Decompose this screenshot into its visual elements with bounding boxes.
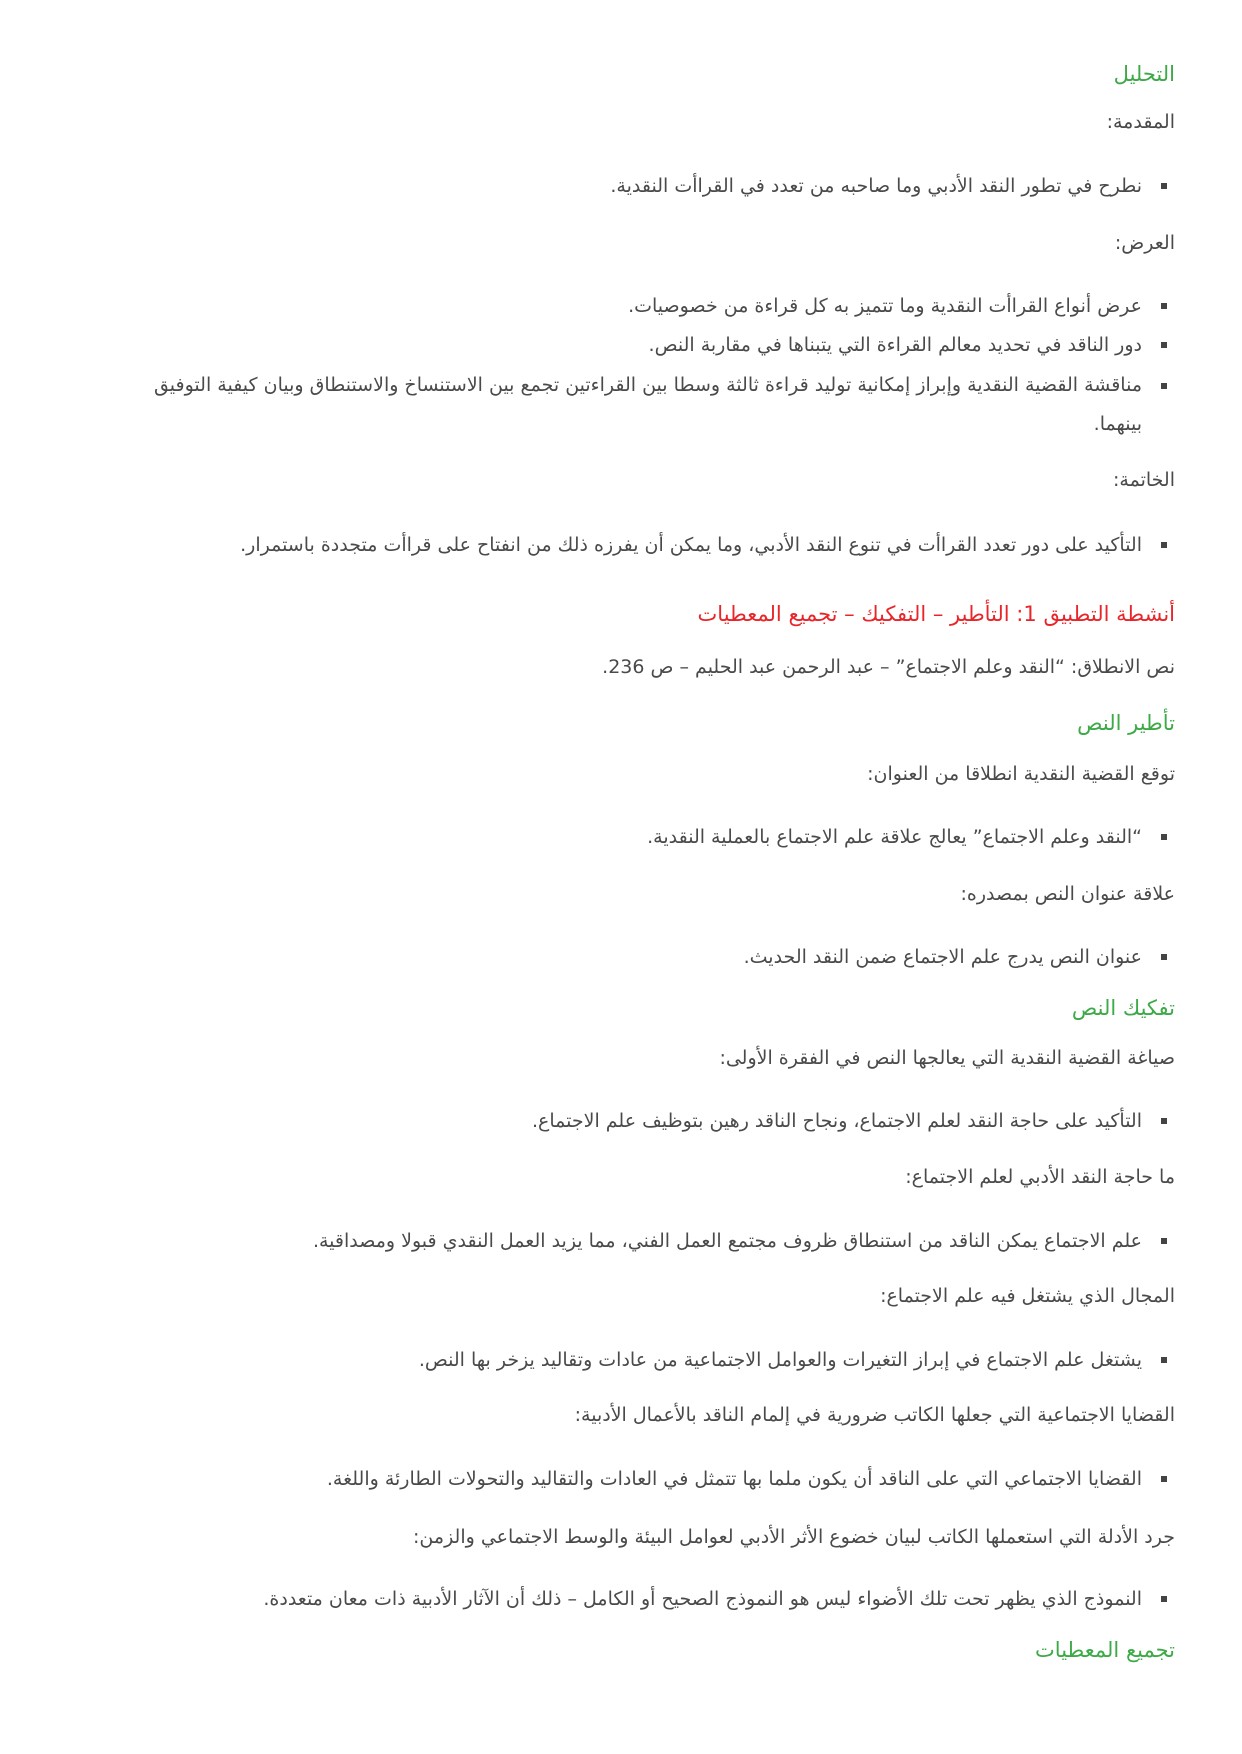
bullet-square-icon xyxy=(1161,1596,1167,1602)
body-item xyxy=(126,286,1175,326)
answer-item xyxy=(126,1221,1175,1261)
intro-item xyxy=(126,166,1175,206)
question-text: القضايا الاجتماعية التي جعلها الكاتب ضرورية في إلمام الناقد بالأعمال الأدبية: xyxy=(574,1404,1175,1426)
source-text: نص الانطلاق: “النقد وعلم الاجتماع” – عبد الرحمن عبد الحليم – ص 236. xyxy=(602,656,1175,678)
analysis-heading: التحليل xyxy=(1113,62,1175,86)
answer-item xyxy=(126,1579,1175,1619)
conclusion-item xyxy=(126,525,1175,565)
bullet-square-icon xyxy=(1161,183,1167,189)
answer-text: القضايا الاجتماعي التي على الناقد أن يكون ملما بها تتمثل في العادات والتقاليد والتحولات الطارئة واللغة. xyxy=(326,1468,1142,1490)
list-item-text: نطرح في تطور النقد الأدبي وما صاحبه من تعدد في القراأت النقدية. xyxy=(610,175,1142,197)
question-text: علاقة عنوان النص بمصدره: xyxy=(960,883,1175,905)
bullet-square-icon xyxy=(1161,834,1167,840)
question-text: صياغة القضية النقدية التي يعالجها النص في الفقرة الأولى: xyxy=(719,1047,1175,1069)
deconstruction-heading: تفكيك النص xyxy=(1071,996,1175,1020)
bullet-square-icon xyxy=(1161,954,1167,960)
list-item-text: التأكيد على دور تعدد القراأت في تنوع النقد الأدبي، وما يمكن أن يفرزه ذلك من انفتاح على قراأت متجددة باستمرار. xyxy=(240,534,1142,556)
answer-item xyxy=(126,937,1175,977)
bullet-square-icon xyxy=(1161,1118,1167,1124)
answer-text: “النقد وعلم الاجتماع” يعالج علاقة علم الاجتماع بالعملية النقدية. xyxy=(647,826,1142,848)
answer-item xyxy=(126,1459,1175,1499)
list-item-text: مناقشة القضية النقدية وإبراز إمكانية توليد قراءة ثالثة وسطا بين القراءتين تجمع بين الاستنساخ والاستنطاق وبيان كيفية التوفيق بينهما. xyxy=(153,374,1142,435)
framing-heading: تأطير النص xyxy=(1077,711,1175,735)
answer-text: التأكيد على حاجة النقد لعلم الاجتماع، ونجاح الناقد رهين بتوظيف علم الاجتماع. xyxy=(531,1110,1142,1132)
answer-item xyxy=(126,1101,1175,1141)
answer-text: علم الاجتماع يمكن الناقد من استنطاق ظروف مجتمع العمل الفني، مما يزيد العمل النقدي قبولا ومصداقية. xyxy=(312,1230,1142,1252)
body-item xyxy=(126,366,1175,444)
intro-label: المقدمة: xyxy=(1106,111,1175,133)
bullet-square-icon xyxy=(1161,342,1167,348)
synthesis-heading: تجميع المعطيات xyxy=(1035,1638,1175,1662)
body-item xyxy=(126,325,1175,365)
bullet-square-icon xyxy=(1161,1238,1167,1244)
body-label: العرض: xyxy=(1114,232,1175,254)
answer-text: النموذج الذي يظهر تحت تلك الأضواء ليس هو النموذج الصحيح أو الكامل – ذلك أن الآثار الأدبية ذات معان متعددة. xyxy=(263,1588,1142,1610)
conclusion-label: الخاتمة: xyxy=(1113,469,1175,491)
list-item-text: دور الناقد في تحديد معالم القراءة التي يتبناها في مقاربة النص. xyxy=(648,334,1142,356)
list-item-text: عرض أنواع القراأت النقدية وما تتميز به كل قراءة من خصوصيات. xyxy=(628,295,1142,317)
activity-heading: أنشطة التطبيق 1: التأطير – التفكيك – تجميع المعطيات xyxy=(697,602,1175,626)
question-text: ما حاجة النقد الأدبي لعلم الاجتماع: xyxy=(905,1166,1175,1188)
answer-item xyxy=(126,817,1175,857)
answer-item xyxy=(126,1340,1175,1380)
question-text: جرد الأدلة التي استعملها الكاتب لبيان خضوع الأثر الأدبي لعوامل البيئة والوسط الاجتماعي والزمن: xyxy=(413,1526,1175,1548)
bullet-square-icon xyxy=(1161,1357,1167,1363)
answer-text: عنوان النص يدرج علم الاجتماع ضمن النقد الحديث. xyxy=(743,946,1142,968)
bullet-square-icon xyxy=(1161,1476,1167,1482)
bullet-square-icon xyxy=(1161,303,1167,309)
answer-text: يشتغل علم الاجتماع في إبراز التغيرات والعوامل الاجتماعية من عادات وتقاليد يزخر بها النص. xyxy=(418,1349,1142,1371)
question-text: المجال الذي يشتغل فيه علم الاجتماع: xyxy=(880,1285,1175,1307)
bullet-square-icon xyxy=(1161,383,1167,389)
bullet-square-icon xyxy=(1161,542,1167,548)
question-text: توقع القضية النقدية انطلاقا من العنوان: xyxy=(867,763,1175,785)
